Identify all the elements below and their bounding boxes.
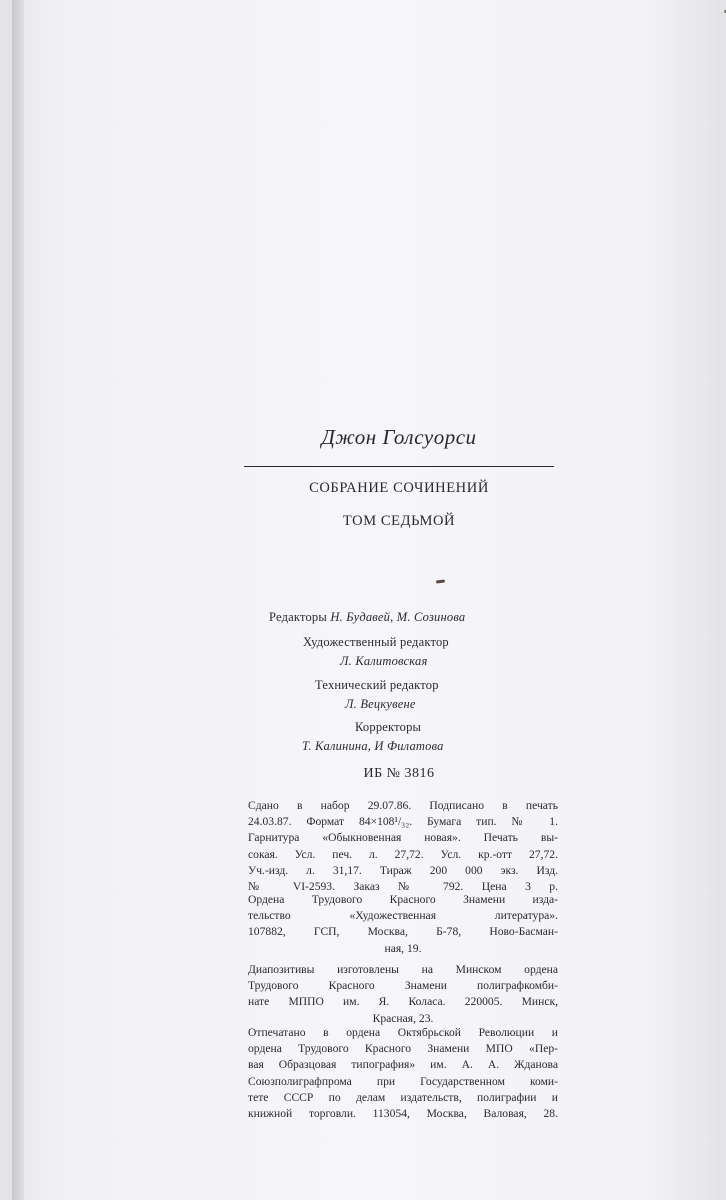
imprint-line: ная, 19. (384, 941, 422, 955)
slides-block (248, 962, 558, 1027)
editors-names: Н. Будавей, М. Созинова (330, 610, 466, 624)
tech-editor-name: Л. Вецкувене (345, 697, 416, 711)
imprint-line: 107882, ГСП, Москва, Б-78, Ново-Басман- (248, 925, 558, 939)
correctors-names: Т. Калинина, И Филатова (302, 739, 444, 753)
title-rule (244, 466, 554, 467)
imprint-line: Диапозитивы изготовлены на Минском ордена (248, 963, 558, 976)
imprint-line: № VI-2593. Заказ № 792. Цена 3 р. (248, 880, 558, 894)
author-name: Джон Голсуорси (321, 425, 477, 449)
editors-line (269, 610, 465, 625)
ib-number: ИБ № 3816 (363, 766, 435, 781)
imprint-line: Сдано в набор 29.07.86. Подписано в печать (248, 799, 558, 812)
imprint-line: тете СССР по делам издательств, полиграфии и (248, 1090, 558, 1104)
imprint-line: Уч.-изд. л. 31,17. Тираж 200 000 экз. Изд. (248, 863, 558, 877)
correctors-role: Корректоры (355, 720, 422, 734)
imprint-line: ордена Трудового Красного Знамени МПО «Пер- (248, 1042, 558, 1056)
publisher-block (248, 892, 558, 957)
book-page (12, 0, 714, 1200)
tech-editor-role: Технический редактор (315, 678, 439, 692)
ink-speck (436, 579, 445, 583)
imprint-line: сокая. Усл. печ. л. 27,72. Усл. кр.-отт 27,72. (248, 847, 558, 861)
imprint-line: Красная, 23. (372, 1011, 434, 1025)
imprint-line: 24.03.87. Формат 84×108¹/₃₂. Бумага тип. № 1. (248, 815, 558, 829)
art-editor-role: Художественный редактор (303, 635, 449, 649)
imprint-line: Ордена Трудового Красного Знамени изда- (248, 893, 558, 906)
art-editor-name: Л. Калитовская (340, 654, 428, 668)
imprint-line: Гарнитура «Обыкновенная новая». Печать вы- (248, 831, 558, 845)
volume-title: ТОМ СЕДЬМОЙ (342, 513, 456, 529)
imprint-line: вая Образцовая типография» им. А. А. Жданова (248, 1058, 558, 1072)
imprint-line: тельство «Художественная литература». (248, 909, 558, 923)
editors-role: Редакторы (269, 610, 327, 624)
imprint-line: Союзполиграфпрома при Государственном коми- (248, 1074, 558, 1088)
imprint-line: Трудового Красного Знамени полиграфкомби- (248, 979, 558, 993)
imprint-line: книжной торговли. 113054, Москва, Валовая, 28. (248, 1107, 558, 1121)
imprint-line: Отпечатано в ордена Октябрьской Революции и (248, 1026, 558, 1039)
print-details-block (248, 798, 558, 895)
imprint-line: нате МППО им. Я. Коласа. 220005. Минск, (248, 995, 558, 1009)
series-title: СОБРАНИЕ СОЧИНЕНИЙ (309, 480, 489, 496)
printer-block (248, 1025, 558, 1122)
page-edge-shadow (12, 0, 24, 1200)
